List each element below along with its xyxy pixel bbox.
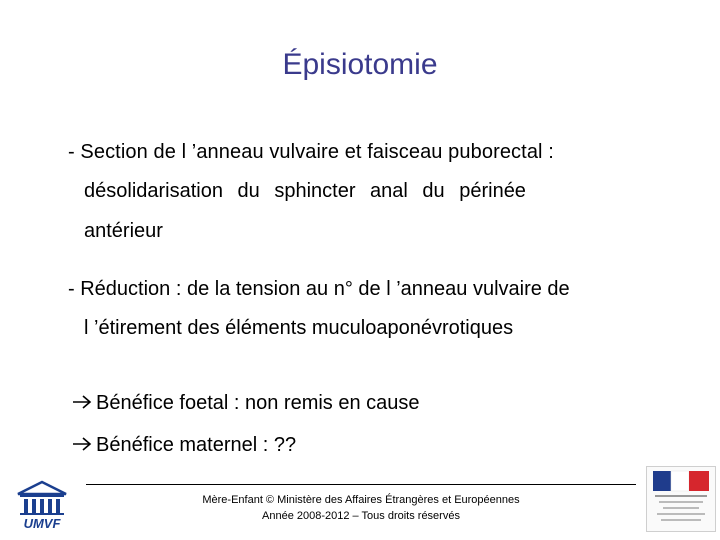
bullet-reduction-line1: - Réduction : de la tension au n° de l ’anneau vulvaire de	[68, 278, 570, 300]
benefit-foetal-line	[72, 392, 420, 415]
bullet-section-line3: antérieur	[84, 220, 163, 242]
footer-line2: Année 2008-2012 – Tous droits réservés	[262, 510, 460, 522]
bullet-section-line2: désolidarisation du sphincter anal du périnée	[84, 180, 526, 202]
ministry-logo	[646, 466, 716, 532]
bullet-section-line1: - Section de l ’anneau vulvaire et faisceau puborectal :	[68, 141, 554, 163]
footer-line1: Mère-Enfant © Ministère des Affaires Étrangères et Européennes	[202, 494, 520, 506]
footer-divider	[86, 484, 636, 485]
arrow-right-icon	[72, 392, 96, 415]
benefit-foetal-text: Bénéfice foetal : non remis en cause	[96, 392, 420, 414]
slide-title: Épisiotomie	[282, 48, 438, 81]
bullet-reduction-line2: l ’étirement des éléments muculoaponévrotiques	[84, 317, 514, 339]
arrow-right-icon	[72, 434, 96, 457]
benefit-maternal-text: Bénéfice maternel : ??	[96, 434, 297, 456]
svg-text:UMVF: UMVF	[23, 516, 61, 530]
benefit-maternal-line	[72, 434, 296, 457]
umvf-logo	[12, 478, 72, 530]
footer	[86, 492, 636, 524]
